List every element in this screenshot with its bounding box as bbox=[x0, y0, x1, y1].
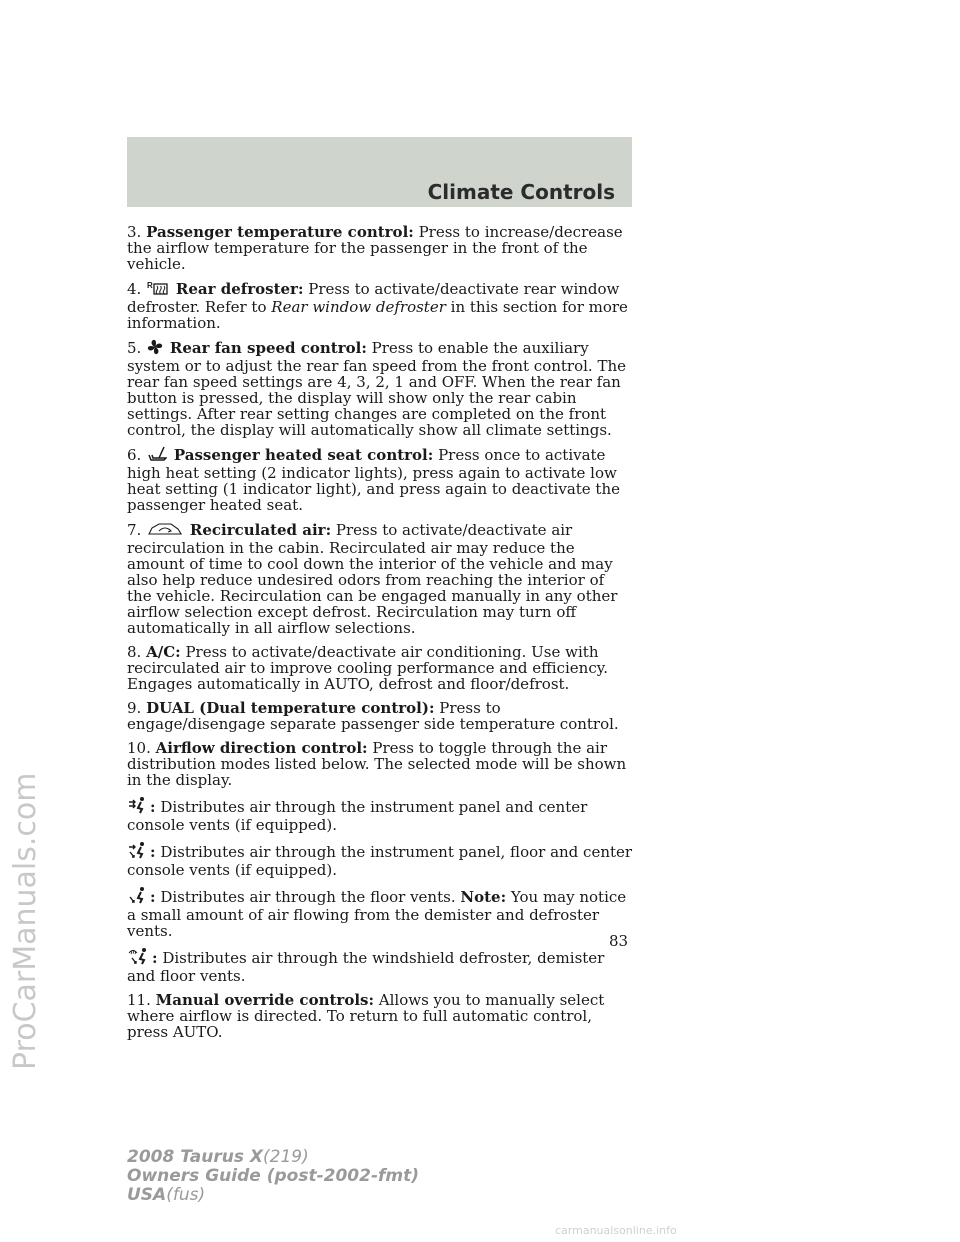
item-4: 4. R Rear defroster: Press to activate/deactivate rear window defroster. Refer to Rear window defroster in this section for more information. bbox=[127, 280, 628, 332]
recirculation-car-icon bbox=[147, 521, 183, 540]
item-9: 9. DUAL (Dual temperature control): Press to engage/disengage separate passenger side temperature control. bbox=[127, 699, 619, 733]
mode-panel: : Distributes air through the instrument panel and center console vents (if equipped). bbox=[127, 798, 588, 834]
item-7: 7. Recirculated air: Press to activate/deactivate air recirculation in the cabin. Recirculated air may reduce the amount of time to cool down the interior of the vehicle and may also help reduce undesired odors from reaching the interior of the vehicle. Recirculation can be engaged manually in any other airflow selection except defrost. Recirculation may turn off automatically in all airflow selections. bbox=[127, 521, 618, 637]
panel-floor-vent-icon bbox=[128, 841, 148, 862]
note-label: Note: bbox=[460, 888, 507, 906]
item-3: 3. Passenger temperature control: Press to increase/decrease the airflow temperature for the passenger in the front of the vehicle. bbox=[127, 223, 623, 273]
item-5: 5. Rear fan speed control: Press to enable the auxiliary system or to adjust the rear fan speed from the front control. The rear fan speed settings are 4, 3, 2, 1 and OFF. When the rear fan button is pressed, the display will show only the rear cabin settings. After rear setting changes are completed on the front control, the display will automatically show all climate settings. bbox=[127, 339, 627, 439]
item-6: 6. Passenger heated seat control: Press once to activate high heat setting (2 indicator lights), press again to activate low heat setting (1 indicator light), and press again to deactivate the passenger heated seat. bbox=[127, 446, 621, 514]
item-title: Recirculated air: bbox=[189, 521, 332, 539]
rear-defrost-icon bbox=[147, 280, 169, 299]
page-number: 83 bbox=[609, 932, 629, 950]
footer-watermark: carmanualsonline.info bbox=[555, 1224, 677, 1237]
panel-vent-icon bbox=[128, 796, 148, 817]
fan-icon bbox=[147, 339, 163, 358]
item-title: Rear defroster: bbox=[175, 280, 304, 298]
svg-text:R: R bbox=[147, 281, 153, 290]
item-title: A/C: bbox=[146, 643, 181, 661]
item-title: Manual override controls: bbox=[155, 991, 374, 1009]
mode-floor: : Distributes air through the floor vents. Note: You may notice a small amount of air flowing from the demister and defroster vents. bbox=[127, 888, 627, 940]
side-watermark: ProCarManuals.com bbox=[8, 772, 43, 1070]
item-11: 11. Manual override controls: Allows you to manually select where airflow is directed. To return to full automatic control, press AUTO. bbox=[127, 991, 605, 1041]
header-band bbox=[127, 137, 632, 207]
item-title: Passenger temperature control: bbox=[146, 223, 414, 241]
mode-floor-defrost: : Distributes air through the windshield defroster, demister and floor vents. bbox=[127, 949, 605, 985]
cross-reference: Rear window defroster bbox=[271, 298, 446, 316]
item-title: DUAL (Dual temperature control): bbox=[146, 699, 435, 717]
heated-seat-icon bbox=[147, 446, 167, 465]
item-title: Airflow direction control: bbox=[155, 739, 368, 757]
item-title: Passenger heated seat control: bbox=[173, 446, 434, 464]
item-10: 10. Airflow direction control: Press to toggle through the air distribution modes listed below. The selected mode will be shown in the display. bbox=[127, 739, 627, 789]
manual-content bbox=[127, 224, 633, 1048]
floor-vent-icon bbox=[128, 886, 148, 907]
item-8: 8. A/C: Press to activate/deactivate air conditioning. Use with recirculated air to improve cooling performance and efficiency. Engages automatically in AUTO, defrost and floor/defrost. bbox=[127, 643, 608, 693]
floor-defrost-icon bbox=[128, 947, 150, 968]
item-title: Rear fan speed control: bbox=[169, 339, 367, 357]
section-title: Climate Controls bbox=[427, 180, 615, 204]
mode-panel-floor: : Distributes air through the instrument panel, floor and center console vents (if equipped). bbox=[127, 843, 633, 879]
document-footer: 2008 Taurus X(219) Owners Guide (post-2002-fmt) USA(fus) bbox=[127, 1147, 420, 1205]
